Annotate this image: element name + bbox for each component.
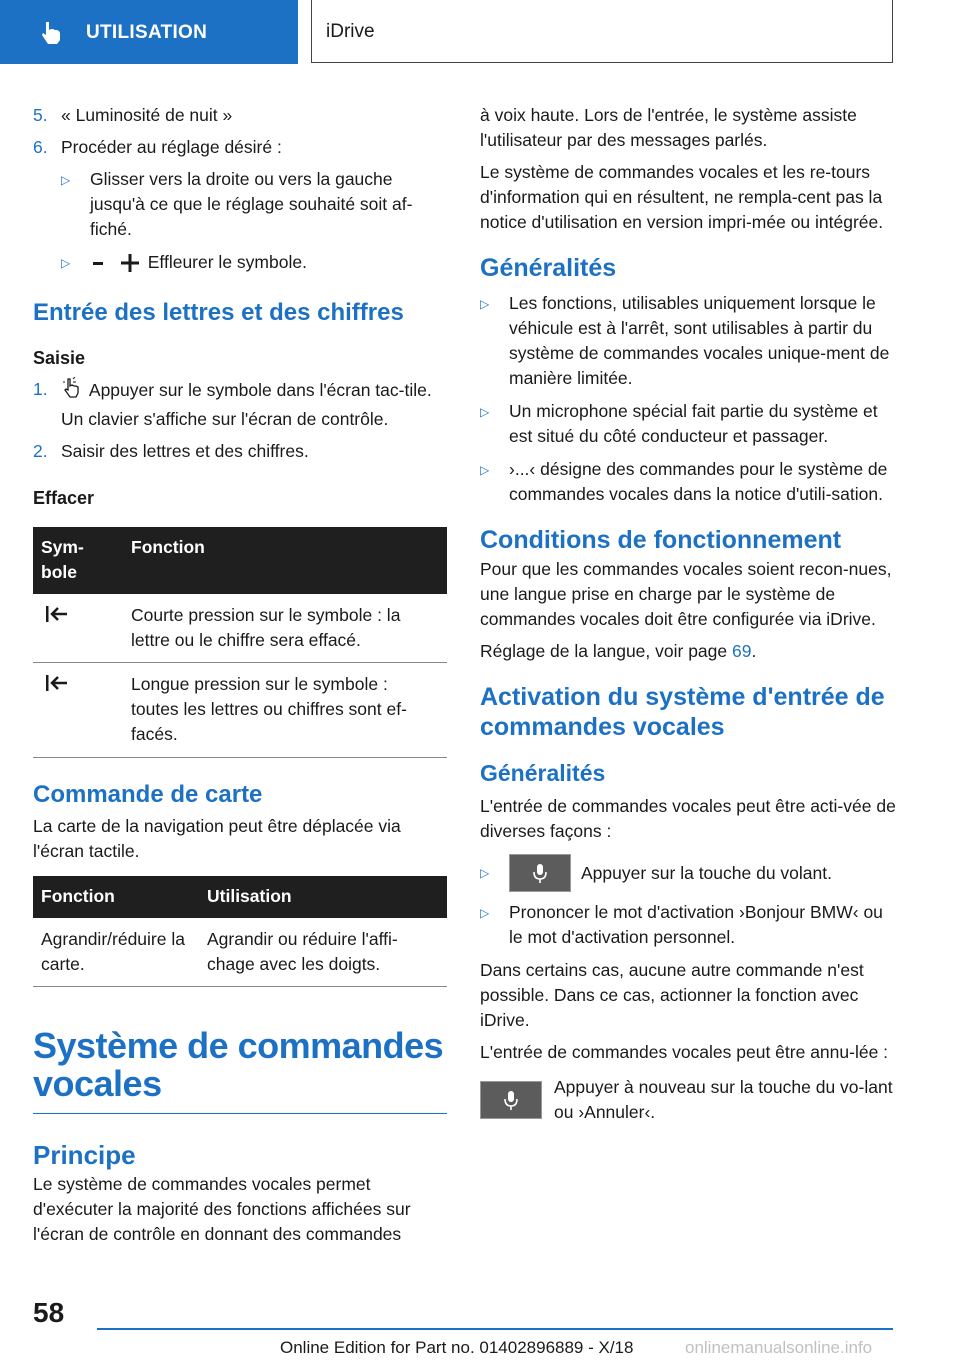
bullet-item [480,457,896,507]
subsection-title-generalites: Généralités [480,760,606,786]
section-title-conditions: Conditions de fonctionnement [480,526,842,554]
conditions-text: Pour que les commandes vocales soient recon‐nues, une langue prise en charge par le système de commandes vocales doit être configurée via iDrive. [480,559,892,629]
gen2-text: L'entrée de commandes vocales peut être acti‐vée de diverses façons : [480,796,896,841]
cases-text: Dans certains cas, aucune autre commande n'est possible. Dans ce cas, actionner la fonction avec iDrive. [480,960,864,1030]
saisie-step-1 [33,377,447,403]
bullet-item [61,250,447,276]
step-number: 1. [33,379,48,399]
langue-label: Réglage de la langue, voir page [480,641,728,661]
steering-wheel-voice-button [480,1081,542,1119]
page-link[interactable]: 69 [732,641,752,661]
cancel-action-text: Appuyer à nouveau sur la touche du vo‐lant ou ›Annuler‹. [554,1077,893,1122]
step-number: 6. [33,137,48,157]
table-header: Sym‐bole [33,527,123,594]
bullet-text: Prononcer le mot d'activation ›Bonjour BMW‹ ou le mot d'activation personnel. [509,902,883,947]
watermark: onlinemanualsonline.info [685,1338,873,1357]
cancel-text: L'entrée de commandes vocales peut être annu‐lée : [480,1042,889,1062]
table-cell: Longue pression sur le symbole : toutes les lettres ou chiffres sont ef‐facés. [123,663,447,758]
triangle-bullet-icon [61,250,90,276]
table-cell: Courte pression sur le symbole : la lettre ou le chiffre sera effacé. [123,594,447,663]
footer-divider [97,1328,893,1330]
table-cell: Agrandir ou réduire l'affi‐chage avec les doigts. [199,918,447,987]
backspace-icon [41,672,71,694]
step-number: 5. [33,105,48,125]
saisie-step-2 [33,439,447,464]
bullet-text: Un microphone spécial fait partie du système et est situé du côté conducteur et passager. [509,401,878,446]
step-5 [33,103,447,128]
subsection-title-effacer: Effacer [33,488,95,508]
section-tab [0,0,298,64]
table-row [33,663,447,758]
step-number [33,407,61,432]
backspace-icon [41,603,71,625]
edition-text: Online Edition for Part no. 01402896889 - X/18 [280,1338,634,1357]
triangle-bullet-icon [480,291,509,391]
map-table [33,876,447,987]
triangle-bullet-icon [480,900,509,950]
table-header: Fonction [123,527,447,594]
table-row [33,918,447,987]
cont-text-2: Le système de commandes vocales et les re‐tours d'information qui en résultent, ne rempla‐cent pas la notice d'utilisation en version impri‐mée ou intégrée. [480,162,884,232]
step-text: Saisir des lettres et des chiffres. [61,441,309,461]
section-title-principe: Principe [33,1140,136,1170]
table-header: Utilisation [199,876,447,918]
microphone-icon [532,863,548,885]
bullet-text: ›...‹ désigne des commandes pour le système de commandes vocales dans la notice d'utili‐sation. [509,459,888,504]
bullet-text: Effleurer le symbole. [147,252,307,272]
step-text: Procéder au réglage désiré : [61,137,282,157]
cancel-action [480,1075,896,1125]
bullet-text: Les fonctions, utilisables uniquement lorsque le véhicule est à l'arrêt, sont utilisables à partir du système de commandes vocales unique‐ment de manière limitée. [509,293,890,388]
section-title-generalites: Généralités [480,254,617,282]
chapter-title: Système de commandes vocales [33,1027,447,1114]
section-title-letters: Entrée des lettres et des chiffres [33,299,404,326]
minus-icon [90,256,112,270]
cont-text-1: à voix haute. Lors de l'entrée, le système assiste l'utilisateur par des messages parlés. [480,105,857,150]
bullet-item [480,900,896,950]
hand-touch-icon [38,19,64,45]
table-header-row [33,527,447,594]
bullet-item [480,854,896,892]
step-number: 2. [33,441,48,461]
triangle-bullet-icon [480,861,509,886]
right-column [480,103,896,1125]
triangle-bullet-icon [480,399,509,449]
table-cell-symbol [33,663,123,758]
langue-end: . [751,641,757,661]
chapter-label: iDrive [326,20,375,42]
step-6 [33,135,447,160]
table-header: Fonction [33,876,199,918]
step-text: Appuyer sur le symbole dans l'écran tac‐tile. [88,380,432,400]
section-title-map: Commande de carte [33,781,263,808]
chapter-header [311,0,893,63]
bullet-item [61,167,447,242]
map-text: La carte de la navigation peut être déplacée via l'écran tactile. [33,816,401,861]
langue-text [480,639,896,664]
page-number: 58 [33,1297,65,1328]
left-column [33,103,447,1254]
step-text: Un clavier s'affiche sur l'écran de contrôle. [61,409,389,429]
effacer-table [33,527,447,758]
table-row [33,594,447,663]
section-title-activation: Activation du système d'entrée de commandes vocales [480,683,885,741]
bullet-text: Glisser vers la droite ou vers la gauche jusqu'à ce que le réglage souhaité soit af‐fiché. [90,169,413,239]
table-cell-symbol [33,594,123,663]
section-label: UTILISATION [86,21,208,43]
table-header-row [33,876,447,918]
table-cell: Agrandir/réduire la carte. [33,918,199,987]
keyboard-touch-icon [61,377,85,399]
steering-wheel-voice-button [509,854,571,892]
microphone-icon [503,1090,519,1112]
bullet-item [480,399,896,449]
triangle-bullet-icon [61,167,90,242]
principe-text: Le système de commandes vocales permet d'exécuter la majorité des fonctions affichées sur l'écran de contrôle en donnant des commandes [33,1174,411,1244]
bullet-item [480,291,896,391]
triangle-bullet-icon [480,457,509,507]
plus-icon [117,253,143,273]
saisie-step-note [33,407,447,432]
step-text: « Luminosité de nuit » [61,105,233,125]
subsection-title-saisie: Saisie [33,348,86,368]
bullet-text: Appuyer sur la touche du volant. [581,862,832,883]
